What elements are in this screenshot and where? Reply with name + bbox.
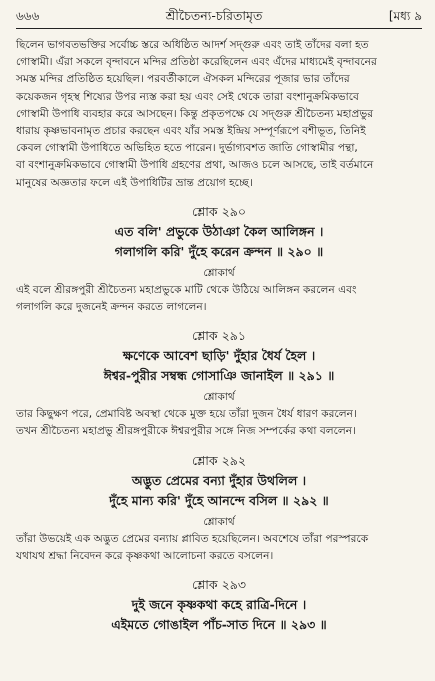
verse-section [16, 326, 422, 440]
verse-heading: শ্লোক ২৯৩ [192, 577, 246, 593]
text-line: তখন শ্রীচৈতন্য মহাপ্রভু শ্রীরঙ্গপুরীকে ঈশ্বরপুরীর সঙ্গে নিজ সম্পর্কের কথা বললেন। [16, 425, 356, 438]
translation-heading: শ্লোকার্থ [203, 266, 235, 279]
text-line: তার কিছুক্ষণ পরে, প্রেমাবিষ্ট অবস্থা থেকে মুক্ত হয়ে তাঁরা দুজন ধৈর্য ধারণ করলেন। [16, 408, 357, 421]
verse-heading: শ্লোক ২৯২ [192, 452, 246, 468]
text-line: তাঁরা উভয়েই এক অদ্ভুত প্রেমের বন্যায় প্লাবিত হয়েছিলেন। অবশেষে তাঁরা পরস্পরকে [16, 532, 369, 545]
translation-text [16, 282, 422, 316]
verse-line: দুই জনে কৃষ্ণকথা কহে রাত্রি-দিনে । [131, 597, 307, 613]
verse-line: এত বলি' প্রভুকে উঠাঞা কৈল আলিঙ্গন । [114, 223, 324, 239]
verse-section [16, 451, 422, 565]
verse-line: অদ্ভুত প্রেমের বন্যা দুঁহার উথলিল । [131, 472, 307, 488]
verse-section [16, 575, 422, 635]
verse-section [16, 202, 422, 316]
text-line: গলাগলি করে দুজনেই ক্রন্দন করতে লাগলেন। [16, 301, 207, 314]
purport-paragraph [16, 37, 422, 192]
translation-heading: শ্লোকার্থ [203, 515, 235, 528]
verse-line: ক্ষণেকে আবেশ ছাড়ি' দুঁহার ধৈর্য হৈল । [122, 348, 316, 364]
text-line: যথাযথ শ্রদ্ধা নিবেদন করে কৃষ্ণকথা আলোচনা করতে বসলেন। [16, 549, 274, 562]
book-title: শ্রীচৈতন্য-চরিতামৃত [165, 8, 263, 23]
verse-line: এইমতে গোঙাইল পাঁচ-সাত দিনে ॥ ২৯৩ ॥ [111, 617, 327, 633]
verse-line: ঈশ্বর-পুরীর সম্বন্ধ গোসাঞি জানাইল ॥ ২৯১ ॥ [103, 368, 335, 384]
verse-heading: শ্লোক ২৯০ [192, 203, 246, 219]
text-line: এই বলে শ্রীরঙ্গপুরী শ্রীচৈতন্য মহাপ্রভুকে মাটি থেকে উঠিয়ে আলিঙ্গন করলেন এবং [16, 283, 357, 296]
text-line: গোস্বামী উপাধি ব্যবহার করে আসছেন। কিন্তু প্রকৃতপক্ষে যে সদ্গুরু শ্রীচৈতন্য মহাপ্রভুর [16, 107, 374, 120]
translation-text [16, 531, 422, 565]
chapter-marker: [মধ্য ৯ [388, 9, 422, 23]
page-number: ৬৬৬ [16, 9, 40, 23]
text-line: বা বংশানুক্রমিকভাবে গোস্বামী উপাধি গ্রহণের প্রথা, আজও চলে আসছে, তাই বর্তমানে [16, 159, 374, 172]
text-line: মানুষের অজ্ঞতার ফলে এই উপাধিটির ভ্রান্ত প্রয়োগ হচ্ছে। [16, 176, 253, 189]
translation-text [16, 406, 422, 440]
text-line: কেবল গোস্বামী উপাধিতে অভিহিত হতে পারেন। দুর্ভাগ্যবশত জাতি গোস্বামীর পন্থা, [16, 142, 358, 155]
running-header [16, 6, 422, 29]
verse-line: দুঁহে মান্য করি' দুঁহে আনন্দে বসিল ॥ ২৯২ ॥ [109, 492, 329, 508]
text-line: ছিলেন ভাগবতভক্তির সর্বোচ্চ স্তরে অধিষ্ঠিত আদর্শ সদ্গুরু এবং তাই তাঁদের বলা হত [16, 39, 369, 51]
verse-heading: শ্লোক ২৯১ [192, 328, 246, 344]
text-line: সমস্ত মন্দির প্রতিষ্ঠিত হয়েছিল। পরবর্তীকালে ঐসকল মন্দিরের পূজার ভার তাঁদের [16, 73, 350, 86]
translation-heading: শ্লোকার্থ [203, 391, 235, 404]
verse-line: গলাগলি করি' দুঁহে করেন ক্রন্দন ॥ ২৯০ ॥ [114, 243, 324, 259]
text-line: ধারায় কৃষ্ণভাবনামৃত প্রচার করছেন এবং যাঁর সমস্ত ইন্দ্রিয় সম্পূর্ণরূপে বশীভূত, তিনিই [16, 125, 366, 138]
text-line: গোস্বামী। এঁরা সকলে বৃন্দাবনে মন্দির প্রতিষ্ঠা করেছিলেন এবং এঁদের মাধ্যমেই বৃন্দাবনের [16, 56, 377, 69]
text-line: কয়েকজন গৃহস্থ শিষ্যের উপর ন্যস্ত করা হয় এবং সেই থেকে তারা বংশানুক্রমিকভাবে [16, 90, 359, 103]
